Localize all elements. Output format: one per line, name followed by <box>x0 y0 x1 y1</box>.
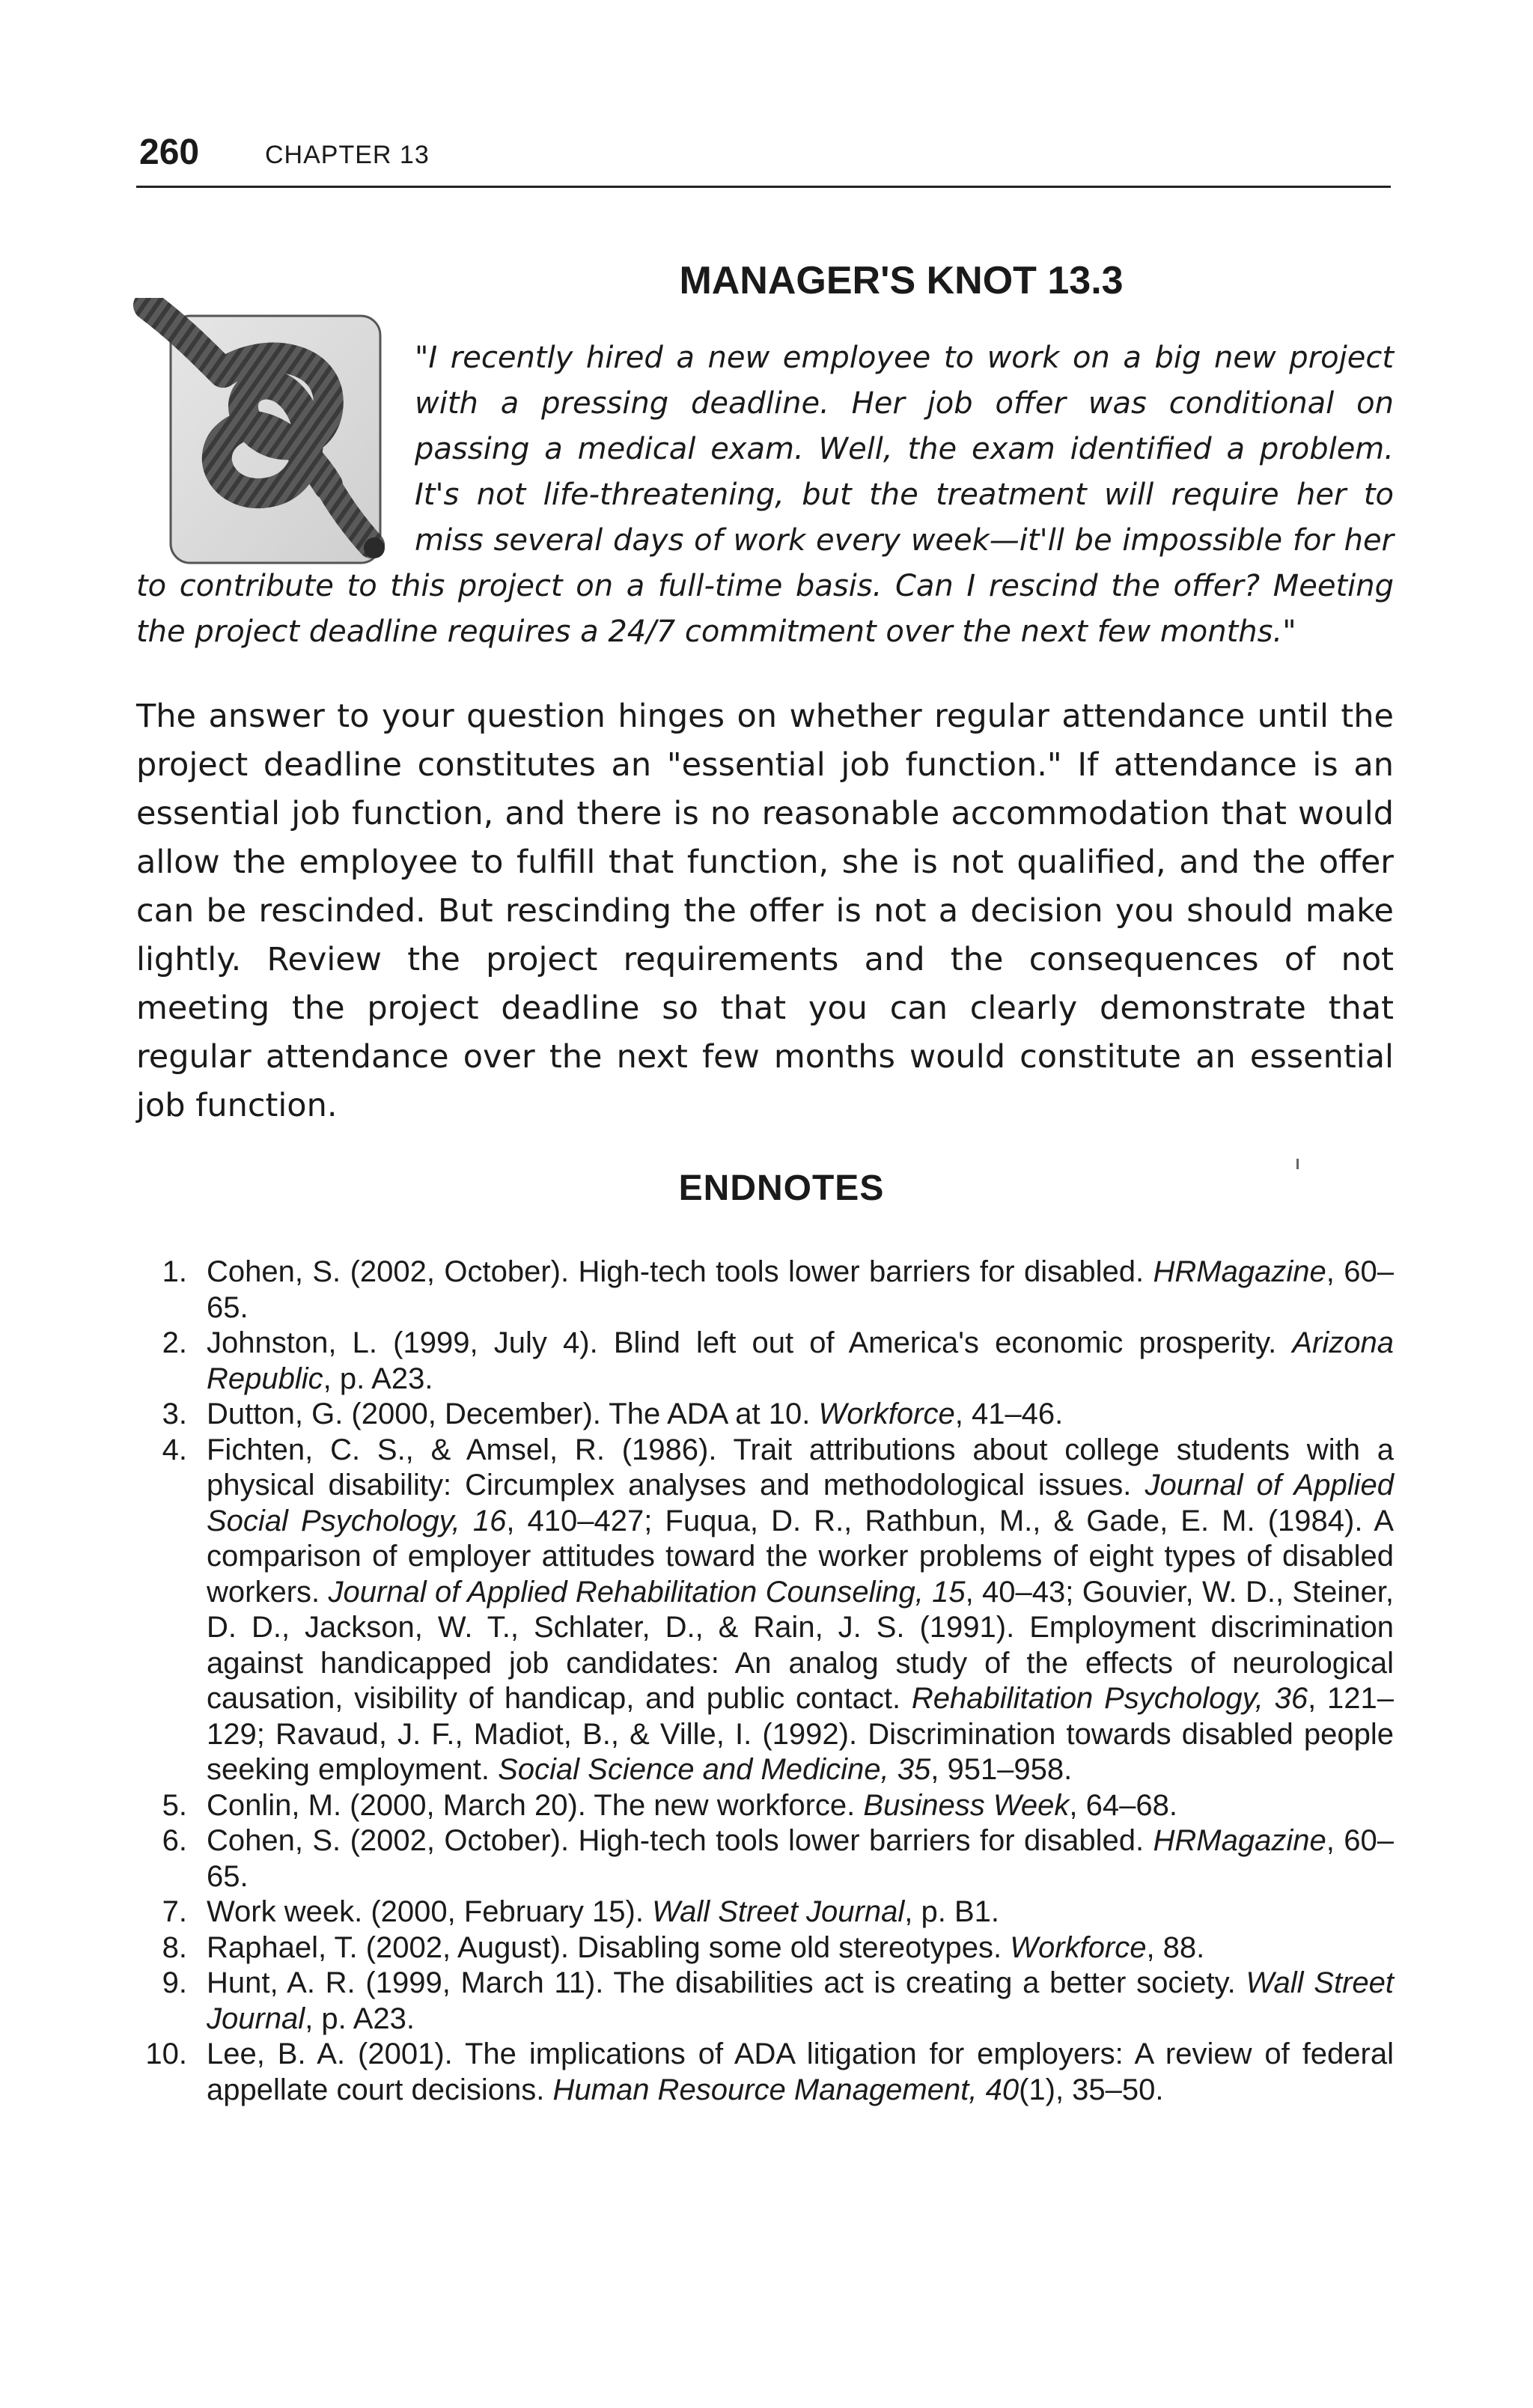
endnote-source-title: Business Week <box>863 1788 1070 1822</box>
endnote-text <box>207 1397 1394 1433</box>
endnote-number: 10. <box>145 2037 187 2070</box>
endnote-source-title: Journal of Applied Social Psychology, 16 <box>207 1469 1394 1537</box>
endnote-text-part: Raphael, T. (2002, August). Disabling some old stereotypes. <box>207 1930 1011 1964</box>
endnote-source-title: Wall Street Journal <box>652 1895 905 1928</box>
endnote-number: 5. <box>162 1788 187 1822</box>
endnote-text-part: , 410–427; Fuqua, D. R., Rathbun, M., & Gade, E. M. (1984). A comparison of employer attitudes toward the worker problems of eight types of disabled workers. <box>207 1504 1394 1609</box>
endnote-text-part: , p. A23. <box>305 2002 415 2035</box>
endnote-text <box>207 2037 1394 2108</box>
endnote-item <box>136 1930 1394 1966</box>
endnote-text <box>207 1255 1394 1326</box>
endnote-text-part: , 40–43; Gouvier, W. D., Steiner, D. D., Jackson, W. T., Schlater, D., & Rain, J. S. (1991). Employment discrimination against handicapped job candidates: An analog study of the effects of neurological causation, visibility of handicap, and public contact. <box>207 1575 1395 1715</box>
endnote-text <box>207 1895 1394 1930</box>
endnote-text-part: Cohen, S. (2002, October). High-tech tools lower barriers for disabled. <box>207 1824 1153 1857</box>
endnote-source-title: Rehabilitation Psychology, 36 <box>911 1682 1308 1715</box>
endnote-item <box>136 1823 1394 1895</box>
page-number: 260 <box>139 132 200 172</box>
endnote-text <box>207 1823 1394 1895</box>
endnote-text-part: Johnston, L. (1999, July 4). Blind left out of America's economic prosperity. <box>207 1326 1293 1359</box>
endnote-text <box>207 1930 1394 1966</box>
endnote-text-part: Lee, B. A. (2001). The implications of ADA litigation for employers: A review of federal appellate court decisions. <box>207 2037 1394 2106</box>
endnote-source-title: Human Resource Management, 40 <box>552 2073 1020 2106</box>
endnote-text-part: , p. B1. <box>904 1895 999 1928</box>
endnote-text <box>207 1788 1394 1824</box>
endnote-text-part: Hunt, A. R. (1999, March 11). The disabilities act is creating a better society. <box>207 1966 1246 1999</box>
endnote-number: 1. <box>162 1255 187 1288</box>
figure-spacer <box>136 335 415 564</box>
endnote-item <box>136 2037 1394 2108</box>
page-header <box>136 126 1391 188</box>
endnote-text-part: , 121–129; Ravaud, J. F., Madiot, B., & Ville, I. (1992). Discrimination towards disabled people seeking employment. <box>207 1682 1395 1786</box>
endnote-source-title: Journal of Applied Rehabilitation Counseling, 15 <box>328 1575 966 1609</box>
endnote-source-title: Wall Street Journal <box>207 1966 1394 2035</box>
endnote-item <box>136 1433 1394 1788</box>
endnote-source-title: Arizona Republic <box>207 1326 1394 1395</box>
endnote-text-part: , 64–68. <box>1069 1788 1177 1822</box>
endnote-text-part: Dutton, G. (2000, December). The ADA at 10. <box>207 1397 819 1430</box>
endnote-number: 9. <box>162 1966 187 1999</box>
knot-title: MANAGER'S KNOT 13.3 <box>679 259 1124 302</box>
endnote-text-part: , 88. <box>1146 1930 1205 1964</box>
endnote-text-part: , 41–46. <box>954 1397 1064 1430</box>
endnotes-heading: ENDNOTES <box>678 1168 885 1208</box>
endnote-text-part: Work week. (2000, February 15). <box>207 1895 653 1928</box>
endnotes-list <box>136 1255 1394 2108</box>
endnote-text <box>207 1433 1394 1788</box>
endnote-text-part: , 60–65. <box>207 1255 1394 1324</box>
endnote-item <box>136 1788 1394 1824</box>
endnote-item <box>136 1895 1394 1930</box>
answer-paragraph: The answer to your question hinges on whether regular attendance until the project deadline constitutes an "essential job function." If attendance is an essential job function, and there is no reasonable accommodation that would allow the employee to fulfill that function, she is not qualified, and the offer can be rescinded. But rescinding the offer is not a decision you should make lightly. Review the project requirements and the consequences of not meeting the project deadline so that you can clearly demonstrate that regular attendance over the next few months would constitute an essential job function. <box>136 698 1394 1124</box>
endnote-item <box>136 1255 1394 1326</box>
endnote-text-part: , 951–958. <box>930 1753 1073 1786</box>
endnote-number: 8. <box>162 1930 187 1964</box>
endnote-source-title: Social Science and Medicine, 35 <box>498 1753 931 1786</box>
endnote-item <box>136 1326 1394 1397</box>
endnote-text-part: , 60–65. <box>207 1824 1394 1893</box>
knot-quote-text: "I recently hired a new employee to work on a big new project with a pressing deadline. Her job offer was conditional on passing a medical exam. Well, the exam identified a problem. It's not life-threatening, but the treatment will require her to miss several days of work every week—it'll be impossible for her to contribute to this project on a full-time basis. Can I rescind the offer? Meeting the project deadline requires a 24/7 commitment over the next few months." <box>136 341 1394 649</box>
endnote-number: 4. <box>162 1433 187 1466</box>
endnote-number: 7. <box>162 1895 187 1928</box>
endnote-source-title: HRMagazine <box>1153 1255 1326 1288</box>
endnote-source-title: HRMagazine <box>1153 1824 1326 1857</box>
knot-quote <box>136 335 1394 655</box>
endnote-text-part: (1), 35–50. <box>1019 2073 1164 2106</box>
endnote-item <box>136 1397 1394 1433</box>
endnote-text-part: Fichten, C. S., & Amsel, R. (1986). Trait attributions about college students with a physical disability: Circumplex analyses and methodological issues. <box>207 1433 1394 1502</box>
endnote-text <box>207 1326 1394 1397</box>
endnote-number: 3. <box>162 1397 187 1430</box>
endnote-text-part: Cohen, S. (2002, October). High-tech tools lower barriers for disabled. <box>207 1255 1153 1288</box>
running-head: CHAPTER 13 <box>265 141 430 169</box>
endnote-item <box>136 1966 1394 2037</box>
endnote-source-title: Workforce <box>1010 1930 1147 1964</box>
endnote-text <box>207 1966 1394 2037</box>
endnote-source-title: Workforce <box>818 1397 955 1430</box>
endnote-number: 6. <box>162 1824 187 1857</box>
endnote-text-part: , p. A23. <box>323 1362 433 1395</box>
endnote-text-part: Conlin, M. (2000, March 20). The new workforce. <box>207 1788 864 1822</box>
endnote-number: 2. <box>162 1326 187 1359</box>
